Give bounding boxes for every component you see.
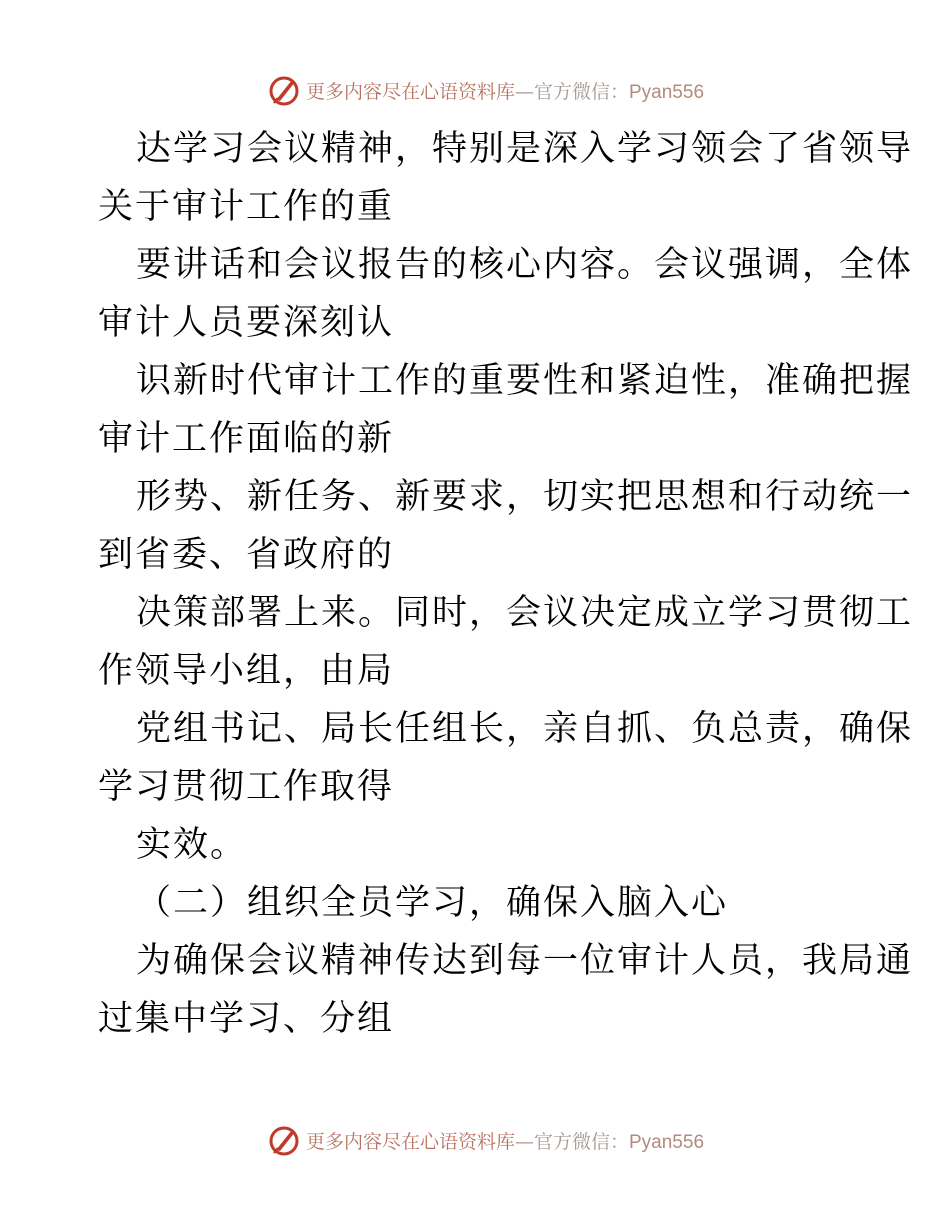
body-line: 作领导小组，由局 (98, 651, 395, 691)
body-line: 形势、新任务、新要求，切实把思想和行动统一 (136, 477, 914, 517)
body-line: 实效。 (136, 825, 248, 865)
header-banner (0, 70, 950, 110)
body-line: 审计人员要深刻认 (98, 303, 395, 343)
header-site-text (306, 77, 704, 104)
footer-banner-content (266, 1122, 704, 1158)
footer-separator: — (514, 1130, 534, 1153)
footer-wechat-id: Pyan556 (629, 1131, 705, 1153)
footer-banner (0, 1120, 950, 1160)
body-line: 过集中学习、分组 (98, 999, 395, 1039)
header-wechat-label: 官方微信： (533, 80, 629, 103)
footer-site-name: 更多内容尽在心语资料库 (305, 1130, 515, 1153)
quill-pen-logo-icon (266, 1122, 302, 1158)
footer-site-text (306, 1127, 704, 1154)
body-line: 学习贯彻工作取得 (98, 767, 395, 807)
body-line: 党组书记、局长任组长，亲自抓、负总责，确保 (136, 709, 914, 749)
body-line: 决策部署上来。同时，会议决定成立学习贯彻工 (136, 593, 914, 633)
header-site-name: 更多内容尽在心语资料库 (305, 80, 515, 103)
body-line: 达学习会议精神，特别是深入学习领会了省领导 (136, 129, 914, 169)
body-line: 识新时代审计工作的重要性和紧迫性，准确把握 (136, 361, 914, 401)
section-heading: （二）组织全员学习，确保入脑入心 (136, 883, 729, 923)
body-line: 要讲话和会议报告的核心内容。会议强调，全体 (136, 245, 914, 285)
footer-wechat-label: 官方微信： (533, 1130, 629, 1153)
body-line: 关于审计工作的重 (98, 187, 395, 227)
quill-pen-logo-icon (266, 72, 302, 108)
document-body (98, 120, 914, 1048)
body-line: 到省委、省政府的 (98, 535, 395, 575)
header-wechat-id: Pyan556 (629, 81, 705, 103)
header-banner-content (266, 72, 704, 108)
body-line: 审计工作面临的新 (98, 419, 395, 459)
body-line: 为确保会议精神传达到每一位审计人员，我局通 (136, 941, 914, 981)
header-separator: — (514, 80, 534, 103)
